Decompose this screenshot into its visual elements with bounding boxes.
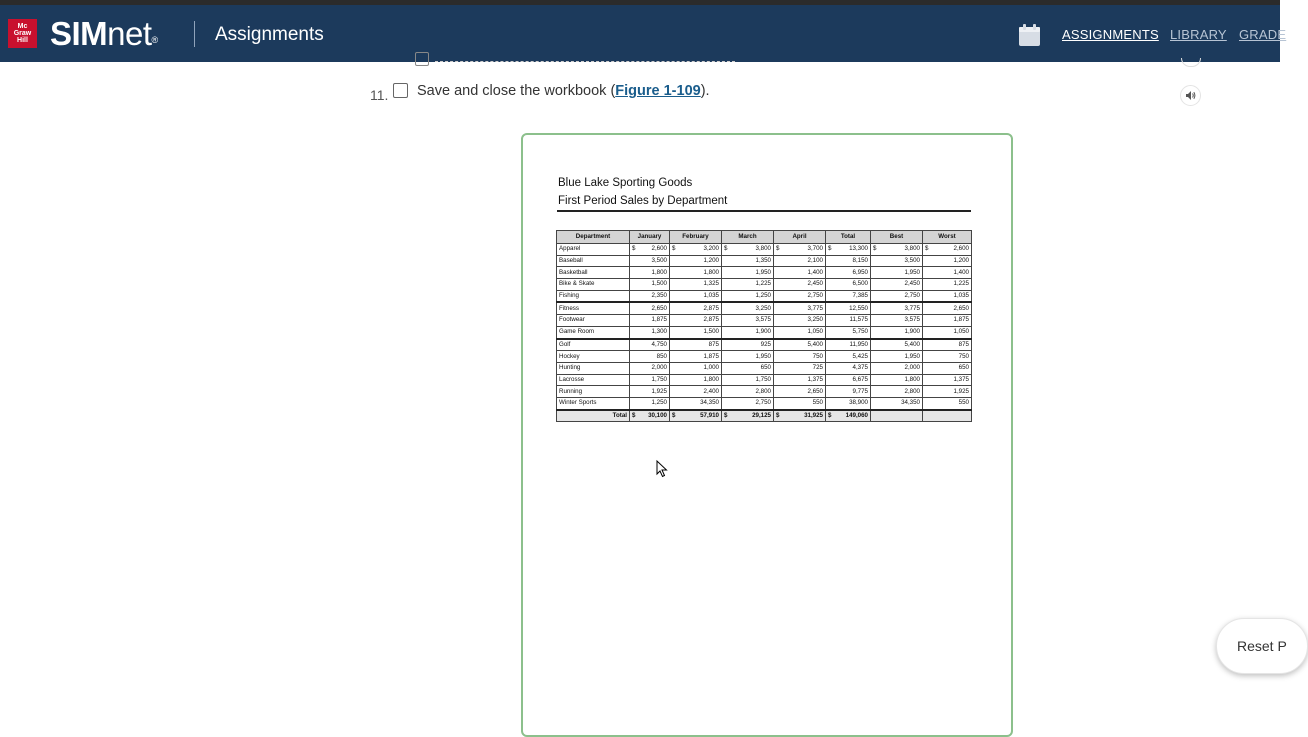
value-cell <box>871 290 923 302</box>
cell-value: 3,500 <box>904 257 920 265</box>
column-header: Total <box>826 231 871 244</box>
cell-value: 3,800 <box>755 245 771 253</box>
currency-symbol: $ <box>724 411 728 419</box>
table-row <box>557 326 972 338</box>
cell-value: 1,875 <box>703 352 719 360</box>
cell-value: 1,875 <box>651 316 667 324</box>
cell-value: 2,000 <box>904 364 920 372</box>
brand-mark: ® <box>151 35 158 45</box>
value-cell <box>630 362 670 374</box>
cell-value: 3,800 <box>904 245 920 253</box>
table-row <box>557 255 972 267</box>
cell-value: 34,350 <box>700 399 719 407</box>
cell-value: 4,375 <box>852 364 868 372</box>
cell-value: 1,300 <box>651 328 667 336</box>
logo-line-1: Mc <box>17 23 28 30</box>
title-underline <box>557 210 971 212</box>
cell-value: 1,400 <box>953 268 969 276</box>
value-cell <box>670 386 722 398</box>
cell-value: 1,900 <box>904 328 920 336</box>
cell-value: 650 <box>958 364 969 372</box>
value-cell <box>774 374 826 386</box>
cell-value: 875 <box>708 340 719 348</box>
cell-value: 7,385 <box>852 292 868 300</box>
value-cell <box>670 244 722 256</box>
cell-value: 750 <box>958 352 969 360</box>
value-cell <box>670 302 722 314</box>
cell-value: 5,400 <box>807 340 823 348</box>
figure-panel <box>521 133 1013 737</box>
cell-value: 1,500 <box>651 280 667 288</box>
cell-value: 5,750 <box>852 328 868 336</box>
logo-line-3: Hill <box>17 37 28 44</box>
department-cell: Running <box>557 386 630 398</box>
table-row <box>557 279 972 291</box>
value-cell <box>630 244 670 256</box>
value-cell <box>670 397 722 409</box>
value-cell <box>670 290 722 302</box>
department-cell: Apparel <box>557 244 630 256</box>
cell-value: 2,650 <box>651 304 667 312</box>
value-cell <box>774 267 826 279</box>
cell-value: 1,400 <box>807 268 823 276</box>
audio-button[interactable] <box>1180 85 1201 106</box>
cell-value: 13,300 <box>849 245 868 253</box>
cell-value: 875 <box>958 340 969 348</box>
cell-value: 3,775 <box>807 304 823 312</box>
value-cell <box>826 255 871 267</box>
value-cell <box>871 351 923 363</box>
value-cell <box>630 374 670 386</box>
value-cell <box>826 244 871 256</box>
nav-divider <box>194 21 195 47</box>
step-text-before: Save and close the workbook ( <box>417 83 616 99</box>
value-cell <box>923 244 972 256</box>
cell-value: 6,950 <box>852 268 868 276</box>
currency-symbol: $ <box>672 245 676 252</box>
value-cell <box>670 279 722 291</box>
cell-value: 2,600 <box>651 245 667 253</box>
value-cell <box>826 362 871 374</box>
value-cell <box>722 244 774 256</box>
value-cell <box>630 339 670 351</box>
cell-value: 1,035 <box>953 292 969 300</box>
cell-value: 1,925 <box>651 387 667 395</box>
total-value: 57,910 <box>700 411 719 419</box>
cell-value: 2,450 <box>807 280 823 288</box>
value-cell <box>630 315 670 327</box>
cell-value: 1,950 <box>755 352 771 360</box>
cell-value: 2,650 <box>807 387 823 395</box>
cell-value: 1,500 <box>703 328 719 336</box>
value-cell <box>722 326 774 338</box>
cell-value: 1,325 <box>703 280 719 288</box>
cell-value: 1,225 <box>755 280 771 288</box>
cell-value: 850 <box>656 352 667 360</box>
value-cell <box>871 326 923 338</box>
cell-value: 2,750 <box>807 292 823 300</box>
value-cell <box>871 374 923 386</box>
value-cell <box>630 267 670 279</box>
value-cell <box>670 267 722 279</box>
currency-symbol: $ <box>828 411 832 419</box>
department-cell: Footwear <box>557 315 630 327</box>
currency-symbol: $ <box>632 411 636 419</box>
value-cell <box>923 386 972 398</box>
value-cell <box>630 397 670 409</box>
department-cell: Lacrosse <box>557 374 630 386</box>
cell-value: 1,950 <box>904 352 920 360</box>
cell-value: 2,800 <box>904 387 920 395</box>
cell-value: 2,800 <box>755 387 771 395</box>
value-cell <box>774 279 826 291</box>
cell-value: 8,150 <box>852 257 868 265</box>
cell-value: 550 <box>812 399 823 407</box>
cell-value: 3,200 <box>703 245 719 253</box>
cell-value: 1,250 <box>651 399 667 407</box>
value-cell <box>923 279 972 291</box>
cell-value: 9,775 <box>852 387 868 395</box>
top-navbar <box>0 5 1287 62</box>
total-cell <box>774 410 826 422</box>
value-cell <box>871 362 923 374</box>
value-cell <box>871 397 923 409</box>
cell-value: 750 <box>812 352 823 360</box>
mcgraw-hill-logo <box>8 19 37 48</box>
total-cell <box>670 410 722 422</box>
cell-value: 1,050 <box>807 328 823 336</box>
value-cell <box>826 351 871 363</box>
value-cell <box>826 302 871 314</box>
department-cell: Hockey <box>557 351 630 363</box>
cell-value: 3,700 <box>807 245 823 253</box>
cell-value: 2,750 <box>755 399 771 407</box>
value-cell <box>774 351 826 363</box>
cell-value: 2,400 <box>703 387 719 395</box>
value-cell <box>774 255 826 267</box>
cell-value: 3,575 <box>755 316 771 324</box>
simnet-brand <box>50 14 158 54</box>
value-cell <box>923 290 972 302</box>
value-cell <box>722 386 774 398</box>
cell-value: 1,750 <box>755 375 771 383</box>
step-number: 11. <box>370 87 389 103</box>
value-cell <box>826 386 871 398</box>
cell-value: 2,650 <box>953 304 969 312</box>
step-checkbox[interactable] <box>393 83 408 98</box>
value-cell <box>871 339 923 351</box>
column-header: January <box>630 231 670 244</box>
cell-value: 3,575 <box>904 316 920 324</box>
currency-symbol: $ <box>925 245 929 252</box>
currency-symbol: $ <box>776 411 780 419</box>
brand-bold: SIM <box>50 15 108 52</box>
table-row <box>557 267 972 279</box>
currency-symbol: $ <box>672 411 676 419</box>
cell-value: 1,900 <box>755 328 771 336</box>
department-cell: Game Room <box>557 326 630 338</box>
step-text-after: ). <box>700 83 710 99</box>
value-cell <box>923 315 972 327</box>
value-cell <box>630 326 670 338</box>
previous-step-checkbox[interactable] <box>415 52 429 66</box>
value-cell <box>722 351 774 363</box>
reset-button[interactable] <box>1216 618 1308 674</box>
value-cell <box>871 267 923 279</box>
value-cell <box>871 302 923 314</box>
brand-light: net <box>107 15 152 52</box>
calendar-icon[interactable] <box>1018 23 1041 52</box>
value-cell <box>774 386 826 398</box>
empty-total-cell <box>871 410 923 422</box>
value-cell <box>670 255 722 267</box>
value-cell <box>774 244 826 256</box>
reset-button-label: Reset P <box>1237 638 1287 654</box>
department-cell: Baseball <box>557 255 630 267</box>
total-label: Total <box>557 410 630 422</box>
department-cell: Bike & Skate <box>557 279 630 291</box>
cell-value: 5,425 <box>852 352 868 360</box>
table-row <box>557 386 972 398</box>
value-cell <box>923 326 972 338</box>
total-cell <box>826 410 871 422</box>
column-header: Worst <box>923 231 972 244</box>
cell-value: 4,750 <box>651 340 667 348</box>
value-cell <box>670 339 722 351</box>
value-cell <box>722 374 774 386</box>
table-row <box>557 339 972 351</box>
empty-total-cell <box>923 410 972 422</box>
value-cell <box>923 302 972 314</box>
cell-value: 3,250 <box>755 304 771 312</box>
value-cell <box>722 362 774 374</box>
department-cell: Fishing <box>557 290 630 302</box>
value-cell <box>826 290 871 302</box>
value-cell <box>826 315 871 327</box>
cell-value: 1,250 <box>755 292 771 300</box>
value-cell <box>670 374 722 386</box>
cell-value: 1,375 <box>807 375 823 383</box>
cell-value: 1,050 <box>953 328 969 336</box>
value-cell <box>722 397 774 409</box>
value-cell <box>774 315 826 327</box>
value-cell <box>826 267 871 279</box>
previous-step-partial <box>395 62 865 66</box>
cell-value: 2,875 <box>703 304 719 312</box>
value-cell <box>722 267 774 279</box>
sheet-title: Blue Lake Sporting Goods <box>558 177 693 189</box>
cell-value: 2,450 <box>904 280 920 288</box>
value-cell <box>630 351 670 363</box>
value-cell <box>826 374 871 386</box>
app-title: Assignments <box>215 24 324 45</box>
column-header: April <box>774 231 826 244</box>
value-cell <box>630 255 670 267</box>
department-cell: Golf <box>557 339 630 351</box>
cell-value: 1,800 <box>904 375 920 383</box>
cell-value: 1,225 <box>953 280 969 288</box>
value-cell <box>923 397 972 409</box>
column-header: Best <box>871 231 923 244</box>
cell-value: 1,800 <box>703 375 719 383</box>
cell-value: 925 <box>760 340 771 348</box>
logo-line-2: Graw <box>13 30 32 37</box>
total-row <box>557 410 972 422</box>
value-cell <box>774 397 826 409</box>
value-cell <box>923 339 972 351</box>
cell-value: 650 <box>760 364 771 372</box>
value-cell <box>722 339 774 351</box>
step-instruction <box>417 83 710 99</box>
cell-value: 1,875 <box>953 316 969 324</box>
cell-value: 38,900 <box>849 399 868 407</box>
column-header: Department <box>557 231 630 244</box>
previous-step-text-remnant <box>435 61 735 63</box>
table-row <box>557 362 972 374</box>
cell-value: 34,350 <box>901 399 920 407</box>
previous-audio-button-partial[interactable] <box>1181 58 1201 67</box>
cell-value: 1,800 <box>651 268 667 276</box>
total-cell <box>722 410 774 422</box>
mouse-cursor <box>656 460 668 483</box>
cell-value: 1,035 <box>703 292 719 300</box>
value-cell <box>722 290 774 302</box>
value-cell <box>630 386 670 398</box>
value-cell <box>826 339 871 351</box>
cell-value: 1,750 <box>651 375 667 383</box>
department-cell: Fitness <box>557 302 630 314</box>
value-cell <box>670 315 722 327</box>
currency-symbol: $ <box>776 245 780 252</box>
table-header-row <box>557 231 972 244</box>
cell-value: 1,200 <box>953 257 969 265</box>
value-cell <box>923 255 972 267</box>
total-value: 30,100 <box>648 411 667 419</box>
value-cell <box>670 351 722 363</box>
value-cell <box>774 290 826 302</box>
table-row <box>557 302 972 314</box>
value-cell <box>670 362 722 374</box>
cell-value: 2,100 <box>807 257 823 265</box>
cell-value: 1,925 <box>953 387 969 395</box>
cell-value: 6,675 <box>852 375 868 383</box>
cell-value: 1,200 <box>703 257 719 265</box>
cell-value: 1,375 <box>953 375 969 383</box>
table-row <box>557 315 972 327</box>
table-row <box>557 244 972 256</box>
value-cell <box>871 244 923 256</box>
value-cell <box>774 339 826 351</box>
cell-value: 2,350 <box>651 292 667 300</box>
value-cell <box>670 326 722 338</box>
total-value: 149,060 <box>845 411 868 419</box>
value-cell <box>774 326 826 338</box>
cell-value: 3,775 <box>904 304 920 312</box>
nav-library-link[interactable]: LIBRARY <box>1170 27 1227 42</box>
department-cell: Hunting <box>557 362 630 374</box>
cell-value: 550 <box>958 399 969 407</box>
figure-link[interactable]: Figure 1-109 <box>615 83 701 99</box>
cell-value: 11,950 <box>849 340 868 348</box>
cell-value: 11,575 <box>849 316 868 324</box>
value-cell <box>826 326 871 338</box>
total-value: 29,125 <box>752 411 771 419</box>
sheet-subtitle: First Period Sales by Department <box>558 195 728 207</box>
currency-symbol: $ <box>828 245 832 252</box>
value-cell <box>923 362 972 374</box>
value-cell <box>826 279 871 291</box>
cell-value: 1,950 <box>904 268 920 276</box>
cell-value: 2,600 <box>953 245 969 253</box>
value-cell <box>774 302 826 314</box>
value-cell <box>923 267 972 279</box>
value-cell <box>871 279 923 291</box>
value-cell <box>871 386 923 398</box>
department-cell: Basketball <box>557 267 630 279</box>
cell-value: 2,000 <box>651 364 667 372</box>
value-cell <box>923 374 972 386</box>
value-cell <box>722 279 774 291</box>
cell-value: 1,800 <box>703 268 719 276</box>
cell-value: 3,500 <box>651 257 667 265</box>
value-cell <box>630 302 670 314</box>
cell-value: 12,550 <box>849 304 868 312</box>
value-cell <box>722 315 774 327</box>
table-row <box>557 290 972 302</box>
value-cell <box>774 362 826 374</box>
column-header: February <box>670 231 722 244</box>
value-cell <box>722 302 774 314</box>
cell-value: 2,875 <box>703 316 719 324</box>
cell-value: 5,400 <box>904 340 920 348</box>
speaker-icon <box>1186 91 1196 100</box>
value-cell <box>871 255 923 267</box>
currency-symbol: $ <box>724 245 728 252</box>
cell-value: 725 <box>812 364 823 372</box>
value-cell <box>826 397 871 409</box>
total-cell <box>630 410 670 422</box>
cell-value: 6,500 <box>852 280 868 288</box>
currency-symbol: $ <box>873 245 877 252</box>
department-cell: Winter Sports <box>557 397 630 409</box>
table-row <box>557 397 972 409</box>
table-row <box>557 351 972 363</box>
cell-value: 1,000 <box>703 364 719 372</box>
total-value: 31,925 <box>804 411 823 419</box>
cell-value: 3,250 <box>807 316 823 324</box>
value-cell <box>722 255 774 267</box>
nav-grades-link[interactable]: GRADE <box>1239 27 1287 42</box>
table-row <box>557 374 972 386</box>
cell-value: 1,350 <box>755 257 771 265</box>
value-cell <box>923 351 972 363</box>
value-cell <box>871 315 923 327</box>
value-cell <box>630 279 670 291</box>
value-cell <box>630 290 670 302</box>
column-header: March <box>722 231 774 244</box>
cell-value: 1,950 <box>755 268 771 276</box>
cell-value: 2,750 <box>904 292 920 300</box>
sales-table <box>556 230 972 422</box>
nav-assignments-link[interactable]: ASSIGNMENTS <box>1062 27 1159 42</box>
currency-symbol: $ <box>632 245 636 252</box>
